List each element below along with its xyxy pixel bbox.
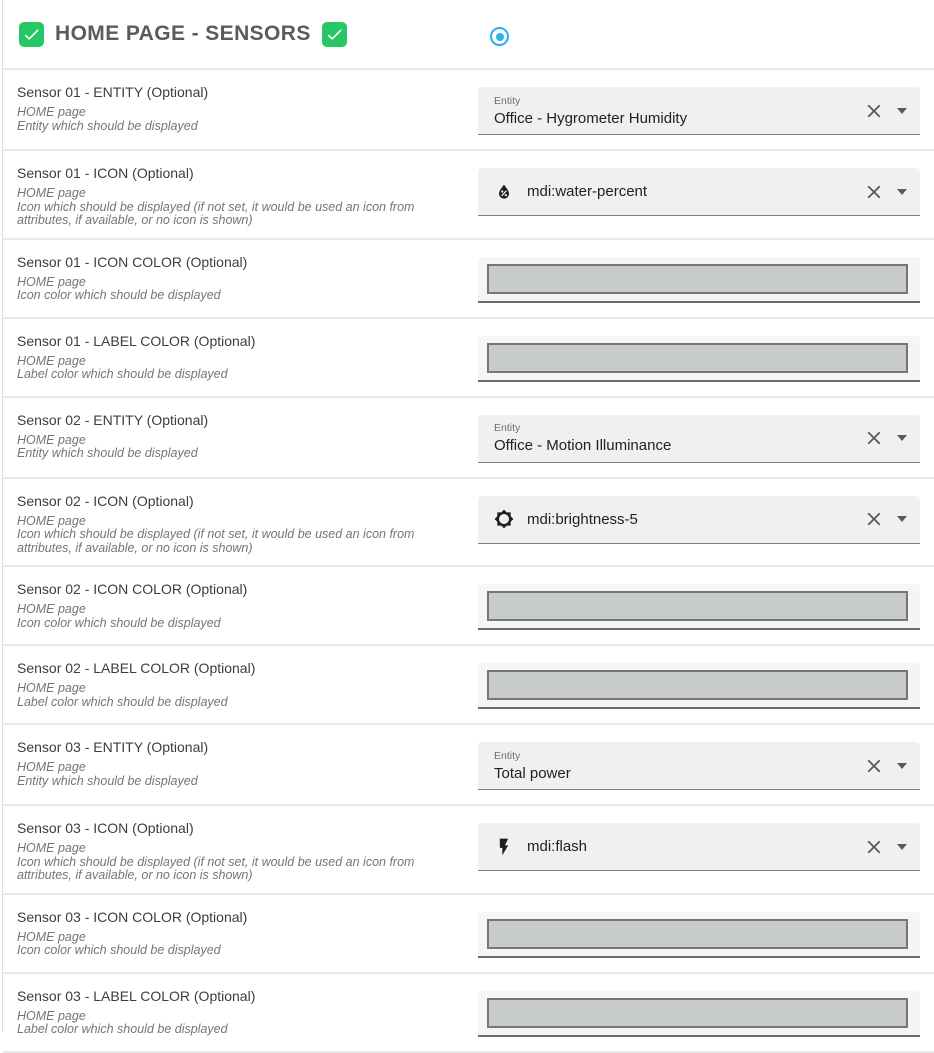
row-title: Sensor 01 - LABEL COLOR (Optional) <box>17 332 256 349</box>
row-field <box>478 151 920 238</box>
row-text <box>17 319 478 396</box>
row-text <box>17 725 478 804</box>
row-field <box>478 646 920 723</box>
row-title: Sensor 02 - ENTITY (Optional) <box>17 411 209 428</box>
water-percent-icon <box>494 182 514 202</box>
field-value: mdi:brightness-5 <box>527 510 638 528</box>
row-field <box>478 895 920 972</box>
radio-button-selected-icon[interactable] <box>490 27 509 46</box>
color-swatch[interactable] <box>487 998 908 1028</box>
brightness-5-icon <box>494 509 514 529</box>
row-title: Sensor 01 - ICON (Optional) <box>17 165 194 181</box>
field-value: Office - Motion Illuminance <box>494 437 672 454</box>
row-subtitle: HOME page <box>17 432 86 447</box>
color-input[interactable] <box>478 336 920 382</box>
settings-row <box>3 974 934 1053</box>
select-inner <box>494 422 671 454</box>
clear-icon[interactable] <box>863 836 885 858</box>
color-input[interactable] <box>478 257 920 303</box>
field-label: Entity <box>494 749 521 762</box>
color-swatch[interactable] <box>487 343 908 373</box>
row-subtitle: HOME page <box>17 513 86 528</box>
color-swatch[interactable] <box>487 591 908 621</box>
icon-select[interactable] <box>478 823 920 871</box>
field-icons <box>863 100 907 122</box>
field-value: mdi:water-percent <box>527 183 648 200</box>
field-icons <box>863 755 907 777</box>
color-input[interactable] <box>478 912 920 958</box>
entity-select[interactable] <box>478 742 920 790</box>
field-value: Total power <box>494 764 571 782</box>
settings-row <box>3 70 934 151</box>
color-input[interactable] <box>478 584 920 630</box>
row-title: Sensor 02 - ICON (Optional) <box>17 492 194 509</box>
row-subtitle: HOME page <box>17 274 86 289</box>
dropdown-arrow-icon[interactable] <box>897 189 907 195</box>
row-title: Sensor 01 - ICON COLOR (Optional) <box>17 253 248 270</box>
section-header <box>3 0 934 70</box>
row-text <box>17 479 478 566</box>
settings-row <box>3 725 934 806</box>
row-field <box>478 567 920 644</box>
color-swatch[interactable] <box>487 670 908 700</box>
color-input[interactable] <box>478 991 920 1037</box>
row-text <box>17 806 478 893</box>
clear-icon[interactable] <box>863 755 885 777</box>
row-field <box>478 974 920 1051</box>
entity-select[interactable] <box>478 415 920 463</box>
clear-icon[interactable] <box>863 427 885 449</box>
settings-row <box>3 895 934 974</box>
green-checkbox-icon <box>322 22 347 47</box>
green-checkbox-icon <box>19 22 44 47</box>
field-label: Entity <box>494 94 521 107</box>
row-subtitle: HOME page <box>17 1008 86 1023</box>
field-value: mdi:flash <box>527 838 588 855</box>
row-text <box>17 398 478 477</box>
dropdown-arrow-icon[interactable] <box>897 435 907 441</box>
clear-icon[interactable] <box>863 100 885 122</box>
row-description: Icon which should be displayed (if not set, it would be used an icon from attributes, if available, or no icon is shown) <box>17 527 415 555</box>
row-description: Label color which should be displayed <box>17 367 228 381</box>
row-text <box>17 151 478 238</box>
row-text <box>17 567 478 644</box>
row-title: Sensor 03 - ICON (Optional) <box>17 820 194 836</box>
row-text <box>17 974 478 1051</box>
icon-select[interactable] <box>478 168 920 216</box>
select-inner <box>494 750 571 782</box>
row-subtitle: HOME page <box>17 760 86 774</box>
row-description: Icon which should be displayed (if not set, it would be used an icon from attributes, if available, or no icon is shown) <box>17 854 415 882</box>
row-subtitle: HOME page <box>17 681 86 695</box>
field-icons <box>863 181 907 203</box>
entity-select[interactable] <box>478 87 920 135</box>
settings-row <box>3 398 934 479</box>
color-input[interactable] <box>478 663 920 709</box>
section-title: HOME PAGE - SENSORS <box>55 22 311 45</box>
row-description: Icon which should be displayed (if not set, it would be used an icon from attributes, if available, or no icon is shown) <box>17 199 415 227</box>
dropdown-arrow-icon[interactable] <box>897 516 907 522</box>
row-description: Icon color which should be displayed <box>17 943 221 957</box>
field-icons <box>863 508 907 530</box>
dropdown-arrow-icon[interactable] <box>897 763 907 769</box>
row-subtitle: HOME page <box>17 841 86 855</box>
color-swatch[interactable] <box>487 919 908 949</box>
settings-row <box>3 646 934 725</box>
row-description: Icon color which should be displayed <box>17 288 221 302</box>
row-description: Entity which should be displayed <box>17 118 198 133</box>
color-swatch[interactable] <box>487 264 908 294</box>
row-subtitle: HOME page <box>17 186 86 200</box>
radio-dot <box>496 33 504 41</box>
row-title: Sensor 01 - ENTITY (Optional) <box>17 84 209 100</box>
select-inner <box>494 95 687 127</box>
settings-row <box>3 240 934 319</box>
clear-icon[interactable] <box>863 181 885 203</box>
row-field <box>478 806 920 893</box>
row-title: Sensor 03 - ENTITY (Optional) <box>17 739 209 755</box>
field-label: Entity <box>494 422 521 434</box>
row-subtitle: HOME page <box>17 353 86 368</box>
row-field <box>478 319 920 396</box>
row-field <box>478 725 920 804</box>
row-subtitle: HOME page <box>17 105 86 119</box>
dropdown-arrow-icon[interactable] <box>897 844 907 850</box>
field-icons <box>863 836 907 858</box>
settings-row <box>3 479 934 568</box>
field-value: Office - Hygrometer Humidity <box>494 109 688 127</box>
row-subtitle: HOME page <box>17 929 86 944</box>
row-description: Icon color which should be displayed <box>17 615 221 630</box>
blueprint-config-panel <box>2 0 934 1036</box>
row-subtitle: HOME page <box>17 602 86 616</box>
row-text <box>17 646 478 723</box>
clear-icon[interactable] <box>863 508 885 530</box>
settings-row <box>3 319 934 398</box>
row-field <box>478 479 920 566</box>
row-field <box>478 240 920 317</box>
dropdown-arrow-icon[interactable] <box>897 108 907 114</box>
row-description: Entity which should be displayed <box>17 446 198 460</box>
row-description: Label color which should be displayed <box>17 1022 228 1036</box>
row-title: Sensor 02 - ICON COLOR (Optional) <box>17 581 248 597</box>
icon-select[interactable] <box>478 496 920 544</box>
row-description: Entity which should be displayed <box>17 773 198 788</box>
row-text <box>17 70 478 149</box>
row-title: Sensor 03 - ICON COLOR (Optional) <box>17 908 248 925</box>
row-title: Sensor 03 - LABEL COLOR (Optional) <box>17 987 256 1004</box>
row-field <box>478 70 920 149</box>
field-icons <box>863 427 907 449</box>
flash-icon <box>494 837 514 857</box>
row-text <box>17 240 478 317</box>
row-text <box>17 895 478 972</box>
settings-row <box>3 806 934 895</box>
settings-rows <box>3 70 934 1053</box>
settings-row <box>3 567 934 646</box>
row-description: Label color which should be displayed <box>17 694 228 709</box>
row-field <box>478 398 920 477</box>
row-title: Sensor 02 - LABEL COLOR (Optional) <box>17 660 256 676</box>
settings-row <box>3 151 934 240</box>
